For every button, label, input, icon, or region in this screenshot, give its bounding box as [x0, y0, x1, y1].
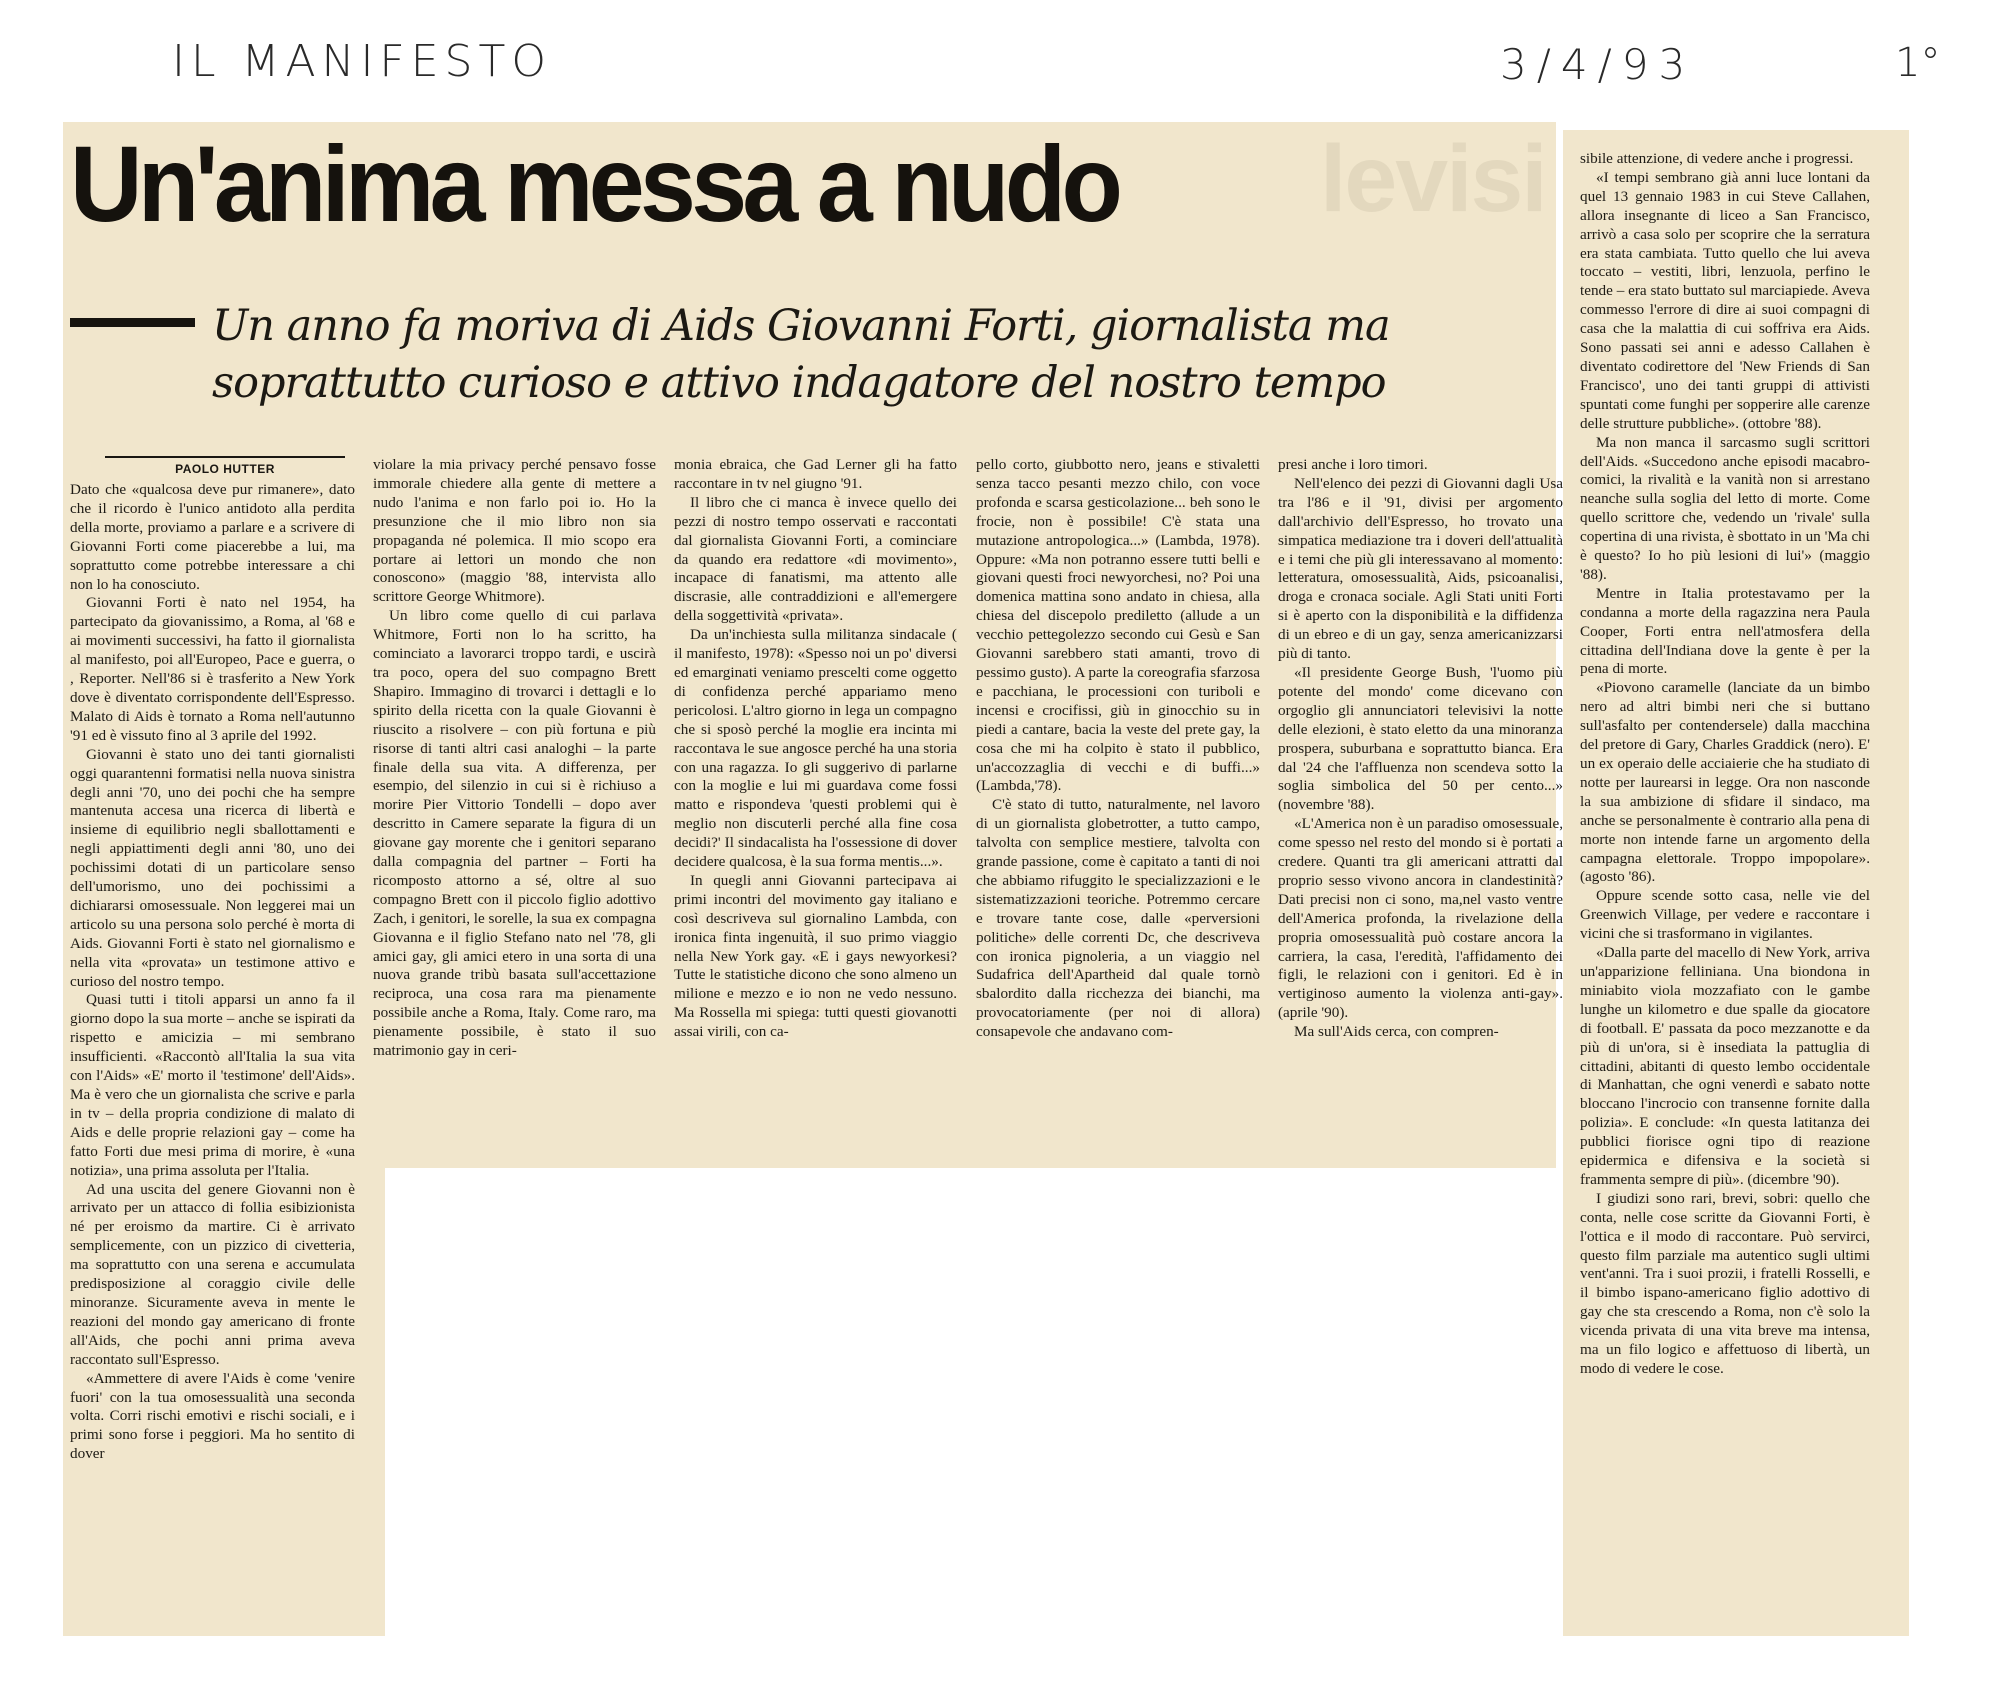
paragraph: monia ebraica, che Gad Lerner gli ha fatto raccontare in tv nel giugno '91.: [674, 456, 957, 492]
paragraph: In quegli anni Giovanni partecipava ai primi incontri del movimento gay italiano e così descriveva sul giornalino Lambda, con ironica finta ingenuità, il suo primo viaggio nella New York gay. «E i gays newyorkesi? Tutte le statistiche dicono che sono almeno un milione e mezzo e io non ne vedo nessuno. Ma Rossella mi spiega: tutti questi giovanotti assai virili, con ca-: [674, 871, 957, 1041]
paragraph: Ad una uscita del genere Giovanni non è arrivato per un attacco di follia esibizionista né per eroismo da martire. Ci è arrivato semplicemente, con un pizzico di civetteria, ma soprattutto con una serena e accumulata predisposizione al coraggio civile delle minoranze. Sicuramente aveva in mente le reazioni del mondo gay americano di fronte all'Aids, che pochi anni prima aveva raccontato sull'Espresso.: [70, 1180, 355, 1368]
paragraph: Dato che «qualcosa deve pur rimanere», dato che il ricordo è l'unico antidoto alla perdita della morte, proviamo a parlare e a scrivere di Giovanni Forti come piacerebbe a lui, ma soprattutto come potrebbe interessare a chi non lo ha conosciuto.: [70, 481, 355, 593]
paragraph: «Ammettere di avere l'Aids è come 'venire fuori' con la tua omosessualità una seconda volta. Corri rischi emotivi e rischi sociali, e i primi sono forse i peggiori. Ma ho sentito di dover: [70, 1369, 355, 1463]
article-column-3: [674, 456, 957, 1042]
paragraph: «Piovono caramelle (lanciate da un bimbo nero ad altri bimbi neri che si buttano sull'asfalto per contendersele) dalla macchina del pretore di Gary, Charles Graddick (nero). E' un ex operaio delle acciaierie che ha studiato di notte per laurearsi in legge. Ora non nasconde la sua ambizione di sfidare il sindaco, ma anche se personalmente è contrario alla pena di morte non intende farne un argomento della campagna elettorale. Troppo impopolare». (agosto '86).: [1580, 679, 1870, 886]
paragraph: Giovanni è stato uno dei tanti giornalisti oggi quarantenni formatisi nella nuova sinistra degli anni '70, uno dei pochi che ha sempre mantenuta accesa una ricerca di libertà e insieme di equilibrio negli sballottamenti e negli appiattimenti degli anni '80, uno dei pochissimi dotati di un particolare senso dell'umorismo, uno dei pochissimi a dichiararsi omosessuale. Non leggerei mai un articolo su una persona solo perché è morta di Aids. Giovanni Forti è stato nel giornalismo e nella vita «provata» un testimone attivo e curioso del nostro tempo.: [70, 745, 355, 990]
bleed-through-text: levisi: [1320, 126, 1546, 232]
paragraph: sibile attenzione, di vedere anche i progressi.: [1580, 150, 1854, 167]
article-column-2: [373, 456, 656, 1061]
byline: PAOLO HUTTER: [175, 462, 275, 476]
paragraph: «Dalla parte del macello di New York, arriva un'apparizione felliniana. Una biondona in miniabito viola mozzafiato con le gambe lunghe un kilometro e due spalle da giocatore di football. E' passata da poco mezzanotte e da più di un'ora, si è insediata la pattuglia di cittadini, abitanti di questo lembo occidentale di Manhattan, che ogni venerdì e sabato notte bloccano l'incrocio con transenne fornite dalla polizia». E conclude: «In questa latitanza dei pubblici fiorisce ogni tipo di reazione epidermica e difensiva e la società si frammenta sempre di più». (dicembre '90).: [1580, 944, 1870, 1188]
paragraph: Oppure scende sotto casa, nelle vie del Greenwich Village, per vedere e raccontare i vicini che si trasformano in vigilantes.: [1580, 887, 1870, 943]
article-column-1: [70, 481, 355, 1464]
paragraph: C'è stato di tutto, naturalmente, nel lavoro di un giornalista globetrotter, a tutto campo, talvolta con semplice mestiere, talvolta con grande passione, come è capitato a tanti di noi che abbiamo rifuggito le specializzazioni e le sistematizzazioni teoriche. Potremmo cercare e trovare tante cose, dalle «perversioni politiche» delle correnti Dc, che descriveva con ironica pignoleria, a un viaggio nel Sudafrica dell'Apartheid dal quale tornò sbalordito dalla ricchezza dei bianchi, ma provocatoriamente (per noi di allora) consapevole che andavano com-: [976, 796, 1260, 1041]
subtitle-rule: [70, 318, 195, 327]
date-annotation: 3/4/93: [1500, 40, 1696, 89]
paragraph: Ma non manca il sarcasmo sugli scrittori dell'Aids. «Succedono anche episodi macabro-comici, la rivalità e la vanità non si arrestano neanche sulla soglia del letto di morte. Come quello scrittore che, vedendo un 'rivale' sulla copertina di una rivista, è sbottato in un 'Ma chi è questo? Io ho più lesioni di lui'» (maggio '88).: [1580, 433, 1870, 583]
paragraph: Mentre in Italia protestavamo per la condanna a morte della ragazzina nera Paula Cooper, Forti entra nell'atmosfera della cittadina dell'Indiana dove la gente è per la pena di morte.: [1580, 584, 1870, 678]
page-mark-annotation: 1°: [1895, 40, 1941, 86]
source-annotation: IL MANIFESTO: [172, 36, 552, 87]
article-column-6: [1580, 150, 1870, 1379]
paragraph: pello corto, giubbotto nero, jeans e stivaletti senza tacco pesanti mezzo chilo, con voce profonda e scarsa gesticolazione... beh sono le frocie, non è possibile! C'è stata una mutazione antropologica...» (Lambda, 1978). Oppure: «Ma non potranno essere tutti belli e giovani questi froci newyorchesi, no? Poi una domenica mattina sono andato in chiesa, alla chiesa del discepolo prediletto (allude a un vecchio pettegolezzo secondo cui Gesù e San Giovanni sarebbero stati amanti, trovo di pessimo gusto). A parte la coreografia sfarzosa e pacchiana, le processioni con turiboli e incensi e crocifissi, giù in ginocchio su in piedi a cantare, bacia la veste del prete gay, la cosa che mi ha colpito è stato il pubblico, un'accozzaglia di vecchi e di buffi...» (Lambda,'78).: [976, 456, 1260, 795]
paragraph: Un libro come quello di cui parlava Whitmore, Forti non lo ha scritto, ha cominciato a lavorarci troppo tardi, e uscirà tra poco, opera del suo compagno Brett Shapiro. Immagino di trovarci i dettagli e lo spirito della ricetta con la quale Giovanni è riuscito a risolvere – con più fortuna e più risorse di tanti altri casi analoghi – la parte finale della sua vita. A differenza, per esempio, del silenzio in cui si è richiuso a morire Pier Vittorio Tondelli – dopo aver descritto in Camere separate la figura di un giovane gay morente che i genitori separano dalla compagnia del partner – Forti ha ricomposto attorno a sé, oltre al suo compagno Brett con il piccolo figlio adottivo Zach, i genitori, le sorelle, la sua ex compagna Giovanna e il figlio Stefano nato nel '78, gli amici gay, gli amici etero in una sorta di una nuova grande tribù basata sull'accettazione reciproca, una cosa rara ma pienamente possibile anche a Roma, Italy. Come raro, ma pienamente possibile, è stato il suo matrimonio gay in ceri-: [373, 607, 656, 1060]
paragraph: «L'America non è un paradiso omosessuale, come spesso nel resto del mondo si è portati a credere. Quanti tra gli americani attratti dal proprio sesso vivono ancora in clandestinità? Dati precisi non ci sono, ma,nel vasto ventre dell'America profonda, la rivelazione della propria omosessualità può costare ancora la carriera, la casa, l'eredità, l'affidamento dei figli, le relazioni con i genitori. Ed è in vertiginoso aumento la violenza anti-gay». (aprile '90).: [1278, 815, 1563, 1022]
paragraph: I giudizi sono rari, brevi, sobri: quello che conta, nelle cose scritte da Giovanni Forti, è l'ottica e il modo di raccontare. Può servirci, questo film parziale ma autentico sugli ultimi vent'anni. Tra i suoi prozii, i fratelli Rosselli, e il bimbo ispano-americano figlio adottivo di gay che sta crescendo a Roma, non c'è solo la vicenda privata di una vita breve ma intensa, ma un filo logico e affettuoso di libertà, un modo di vedere le cose.: [1580, 1189, 1870, 1377]
paragraph: «I tempi sembrano già anni luce lontani da quel 13 gennaio 1983 in cui Steve Callahen, allora insegnante di liceo a San Francisco, arrivò a casa solo per scoprire che la serratura era stata cambiata. Tutto quello che lui aveva toccato – vestiti, libri, lenzuola, perfino le tende – era stato buttato sul marciapiede. Aveva commesso l'errore di dire ai suoi compagni di casa che la malattia di cui soffriva era Aids. Sono passati sei anni e adesso Callahen è diventato codirettore del 'New Friends di San Francisco', uno dei tanti gruppi di attivisti spuntati come funghi per sopperire alle carenze delle strutture pubbliche». (ottobre '88).: [1580, 168, 1870, 432]
paragraph: Giovanni Forti è nato nel 1954, ha partecipato da giovanissimo, a Roma, al '68 e ai movimenti successivi, ha fatto il giornalista al manifesto, poi all'Europeo, Pace e guerra, o , Reporter. Nell'86 si è trasferito a New York dove è diventato corrispondente dell'Espresso. Malato di Aids è tornato a Roma nell'autunno '91 ed è vissuto fino al 3 aprile del 1992.: [70, 594, 355, 744]
article-column-4: [976, 456, 1260, 1042]
article-column-5: [1278, 456, 1563, 1042]
paragraph: violare la mia privacy perché pensavo fosse immorale chiedere alla gente di mettere a nudo l'anima e non farlo poi io. Ho la presunzione che il mio libro non sia propaganda né polemica. Il mio scopo era portare ai lettori un mondo che non conoscono» (maggio '88, intervista allo scrittore George Whitmore).: [373, 456, 656, 606]
headline: Un'anima messa a nudo: [70, 123, 1119, 244]
paragraph: Ma sull'Aids cerca, con compren-: [1294, 1023, 1499, 1041]
paragraph: «Il presidente George Bush, 'l'uomo più potente del mondo' come dicevano con orgoglio gli annunciatori televisivi la notte delle elezioni, è stato eletto da una minoranza prospera, suburbana e soprattutto bianca. Era dal '24 che l'affluenza non scendeva sotto la soglia simbolica del 50 per cento...» (novembre '88).: [1278, 663, 1563, 814]
paragraph: Quasi tutti i titoli apparsi un anno fa il giorno dopo la sua morte – anche se ispirati da rispetto e amicizia – mi sembrano insufficienti. «Raccontò all'Italia la sua vita con l'Aids» «E' morto il 'testimone' dell'Aids». Ma è vero che un giornalista che scrive e parla in tv – della propria condizione di malato di Aids e delle proprie relazioni gay – come ha fatto Forti due mesi prima di morire, è «una notizia», una prima assoluta per l'Italia.: [70, 991, 355, 1179]
paragraph: presi anche i loro timori.: [1278, 456, 1428, 473]
subtitle: Un anno fa moriva di Aids Giovanni Forti, giornalista ma soprattutto curioso e attivo indagatore del nostro tempo: [212, 301, 1390, 408]
paragraph: Da un'inchiesta sulla militanza sindacale ( il manifesto, 1978): «Spesso noi un po' diversi ed emarginati veniamo prescelti come oggetto di confidenza perché appariamo meno pericolosi. L'altro giorno in lega un compagno che si sposò perché la moglie era incinta mi raccontava le sue angosce perché ha una storia con una ragazza. Io gli suggerivo di parlarne con la moglie e lui mi guardava come fossi matto e rispondeva 'questi problemi qui è meglio non discuterli perché alla fine cosa decidi?' Il sindacalista ha l'ossessione di dover decidere qualcosa, è la sua forma mentis...».: [674, 626, 957, 871]
paragraph: Il libro che ci manca è invece quello dei pezzi di nostro tempo osservati e raccontati dal giornalista Giovanni Forti, a cominciare da quando era redattore «di movimento», incapace di fanatismi, ma attento alle discrasie, alle contraddizioni e all'emergere della soggettività «privata».: [674, 493, 957, 625]
paragraph: Nell'elenco dei pezzi di Giovanni dagli Usa tra l'86 e il '91, divisi per argomento dall'archivio dell'Espresso, ho trovato una simpatica mediazione tra i doveri dell'attualità e i temi che più gli interessavano al momento: letteratura, omosessualità, Aids, psicoanalisi, droga e cronaca sociale. Agli Stati uniti Forti si è aperto con la disponibilità e la diffidenza di un ebreo e di un gay, senza americanizzarsi più di tanto.: [1278, 474, 1563, 663]
byline-rule: [105, 456, 345, 458]
